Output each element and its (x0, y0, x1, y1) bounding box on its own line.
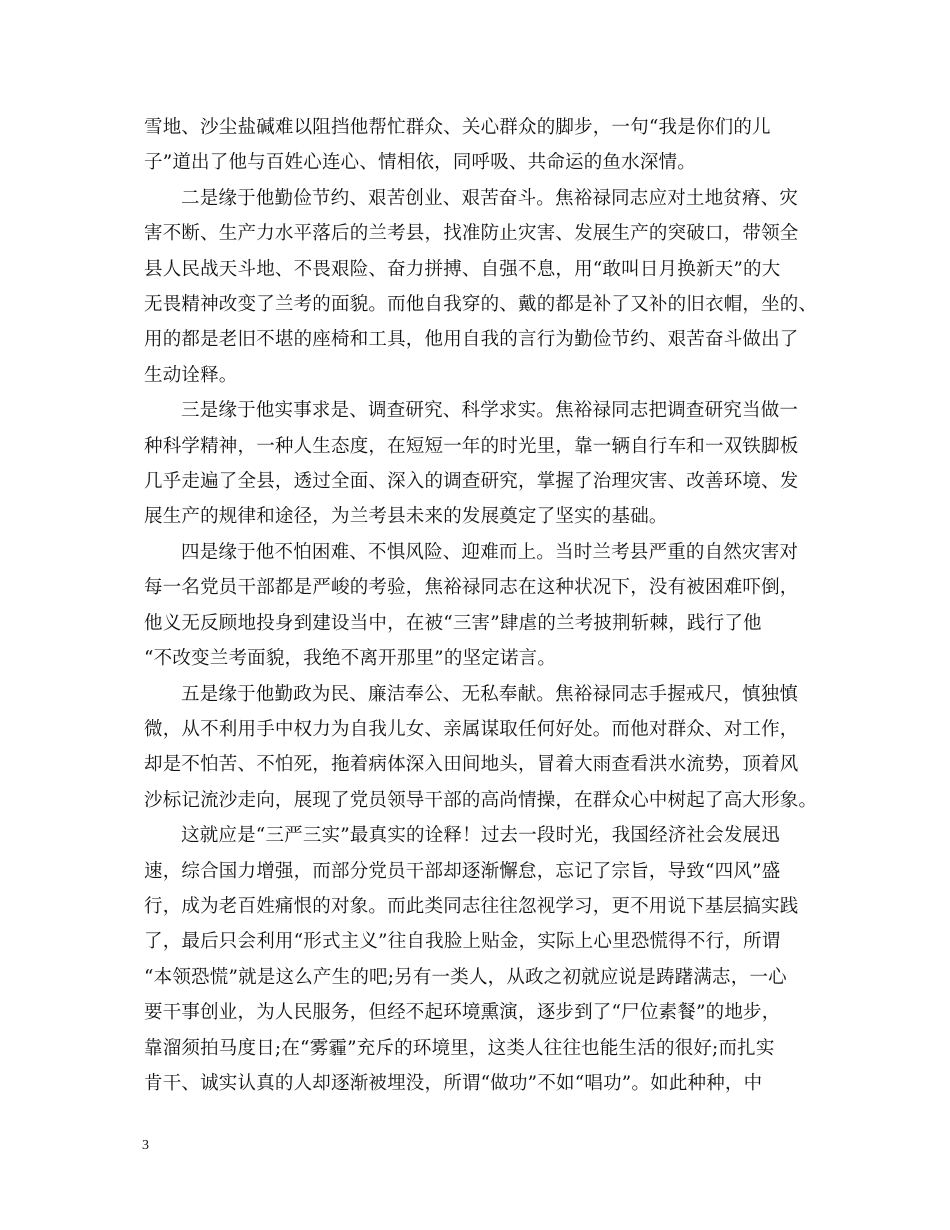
text-line: 微，从不利用手中权力为自我儿女、亲属谋取任何好处。而他对群众、对工作， (144, 718, 799, 740)
text-line: 无畏精神改变了兰考的面貌。而他自我穿的、戴的都是补了又补的旧衣帽，坐的、 (144, 294, 818, 316)
text-line: 每一名党员干部都是严峻的考验，焦裕禄同志在这种状况下，没有被困难吓倒， (144, 577, 799, 599)
body-text (144, 110, 824, 1101)
text-line: 了，最后只会利用“形式主义”往自我脸上贴金，实际上心里恐慌得不行，所谓 (144, 931, 781, 953)
text-line: 害不断、生产力水平落后的兰考县，找准防止灾害、发展生产的突破口，带领全 (144, 223, 799, 245)
text-line: 他义无反顾地投身到建设当中，在被“三害”肆虐的兰考披荆斩棘，践行了他 (144, 612, 762, 634)
text-line: 三是缘于他实事求是、调查研究、科学求实。焦裕禄同志把调查研究当做一 (181, 400, 799, 422)
text-line: 子”道出了他与百姓心连心、情相依，同呼吸、共命运的鱼水深情。 (144, 152, 696, 174)
text-line: 五是缘于他勤政为民、廉洁奉公、无私奉献。焦裕禄同志手握戒尺，慎独慎 (181, 683, 799, 705)
text-line: 沙标记流沙走向，展现了党员领导干部的高尚情操，在群众心中树起了高大形象。 (144, 789, 818, 811)
text-line: “不改变兰考面貌，我绝不离开那里”的坚定诺言。 (144, 648, 557, 670)
text-line: 二是缘于他勤俭节约、艰苦创业、艰苦奋斗。焦裕禄同志应对土地贫瘠、灾 (181, 187, 799, 209)
text-line: 四是缘于他不怕困难、不惧风险、迎难而上。当时兰考县严重的自然灾害对 (181, 541, 799, 563)
text-line: 要干事创业，为人民服务，但经不起环境熏演，逐步到了“尸位素餐”的地步， (144, 1002, 781, 1024)
text-line: “本领恐慌”就是这么产生的吧;另有一类人，从政之初就应说是踌躇满志，一心 (144, 966, 787, 988)
text-line: 几乎走遍了全县，透过全面、深入的调查研究，掌握了治理灾害、改善环境、发 (144, 471, 799, 493)
text-line: 这就应是“三严三实”最真实的诠释！过去一段时光，我国经济社会发展迅 (181, 825, 781, 847)
text-line: 速，综合国力增强，而部分党员干部却逐渐懈怠，忘记了宗旨，导致“四风”盛 (144, 860, 781, 882)
text-line: 肯干、诚实认真的人却逐渐被埋没，所谓“做功”不如“唱功”。如此种种，中 (144, 1072, 763, 1094)
text-line: 生动诠释。 (144, 364, 238, 386)
text-line: 种科学精神，一种人生态度，在短短一年的时光里，靠一辆自行车和一双铁脚板 (144, 435, 799, 457)
text-line: 展生产的规律和途径，为兰考县未来的发展奠定了坚实的基础。 (144, 506, 668, 528)
text-line: 县人民战天斗地、不畏艰险、奋力拼搏、自强不息，用“敢叫日月换新天”的大 (144, 258, 781, 280)
text-line: 靠溜须拍马度日;在“雾霾”充斥的环境里，这类人往往也能生活的很好;而扎实 (144, 1037, 775, 1059)
text-line: 用的都是老旧不堪的座椅和工具，他用自我的言行为勤俭节约、艰苦奋斗做出了 (144, 329, 799, 351)
text-line: 行，成为老百姓痛恨的对象。而此类同志往往忽视学习，更不用说下基层搞实践 (144, 895, 799, 917)
text-line: 雪地、沙尘盐碱难以阻挡他帮忙群众、关心群众的脚步，一句“我是你们的儿 (144, 117, 771, 138)
text-line: 却是不怕苦、不怕死，拖着病体深入田间地头，冒着大雨查看洪水流势，顶着风 (144, 754, 799, 776)
page-number: 3 (142, 1138, 149, 1153)
